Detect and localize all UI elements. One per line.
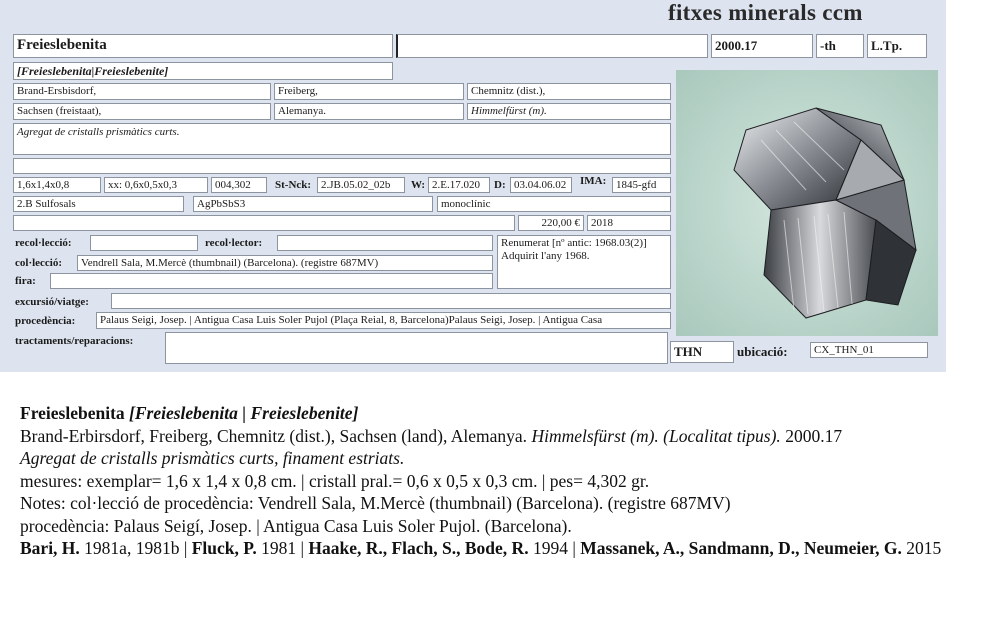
d-field[interactable]: 03.04.06.02 bbox=[510, 177, 572, 193]
locality-field-4[interactable]: Sachsen (freistaat), bbox=[13, 103, 271, 120]
strunz-label: St-Nck: bbox=[275, 179, 312, 191]
recoleccio-field[interactable] bbox=[90, 235, 198, 251]
recoleccio-label: recol·lecció: bbox=[15, 237, 72, 249]
name-field[interactable]: Freieslebenita bbox=[13, 34, 393, 58]
tractaments-field[interactable] bbox=[165, 332, 668, 364]
procedencia-field[interactable]: Palaus Seigi, Josep. | Antigua Casa Luis Soler Pujol (Plaça Reial, 8, Barcelona)Palaus Seigi, Josep. | Antigua Casa bbox=[96, 312, 671, 329]
tractaments-label: tractaments/reparacions: bbox=[15, 335, 134, 347]
summary-title bbox=[20, 402, 980, 425]
blank-field[interactable] bbox=[13, 215, 515, 231]
summary-name: Freieslebenita bbox=[20, 403, 125, 423]
ima-field[interactable]: 1845-gfd bbox=[612, 177, 671, 193]
ref-years: 1981 | bbox=[256, 538, 309, 558]
summary-text bbox=[20, 402, 980, 560]
strunz-field[interactable]: 2.JB.05.02_02b bbox=[317, 177, 405, 193]
extra-field[interactable] bbox=[13, 158, 671, 174]
summary-synonyms: [Freieslebenita | Freieslebenite] bbox=[129, 403, 359, 423]
excursio-field[interactable] bbox=[111, 293, 671, 309]
location-code-field[interactable]: THN bbox=[670, 341, 734, 363]
size-field[interactable]: 1,6x1,4x0,8 bbox=[13, 177, 101, 193]
d-label: D: bbox=[494, 179, 506, 191]
recolector-field[interactable] bbox=[277, 235, 493, 251]
coleccio-field[interactable]: Vendrell Sala, M.Mercè (thumbnail) (Barcelona). (registre 687MV) bbox=[77, 255, 493, 271]
search-field[interactable] bbox=[396, 34, 708, 58]
locality-field-3[interactable]: Chemnitz (dist.), bbox=[467, 83, 671, 100]
app-title: fitxes minerals ccm bbox=[668, 0, 863, 25]
ref-author: Fluck, P. bbox=[191, 538, 257, 558]
price-field[interactable]: 220,00 € bbox=[518, 215, 584, 231]
summary-references bbox=[20, 537, 980, 560]
summary-notes: Notes: col·lecció de procedència: Vendrell Sala, M.Mercè (thumbnail) (Barcelona). (registre 687MV) bbox=[20, 493, 731, 513]
class-field[interactable]: 2.B Sulfosals bbox=[13, 196, 184, 212]
crystal-size-field[interactable]: xx: 0,6x0,5x0,3 bbox=[104, 177, 208, 193]
locality-field-2[interactable]: Freiberg, bbox=[274, 83, 464, 100]
summary-locality bbox=[20, 425, 980, 448]
recolector-label: recol·lector: bbox=[205, 237, 263, 249]
year-field[interactable]: 2018 bbox=[587, 215, 671, 231]
w-label: W: bbox=[411, 179, 426, 191]
excursio-label: excursió/viatge: bbox=[15, 296, 89, 308]
locality-field-1[interactable]: Brand-Ersbisdorf, bbox=[13, 83, 271, 100]
notes-field[interactable]: Renumerat [nº antic: 1968.03(2)] Adquirit l'any 1968. bbox=[497, 235, 671, 289]
summary-measures: mesures: exemplar= 1,6 x 1,4 x 0,8 cm. | cristall pral.= 0,6 x 0,5 x 0,3 cm. | pes= 4,302 gr. bbox=[20, 470, 650, 491]
locality-field-5[interactable]: Alemanya. bbox=[274, 103, 464, 120]
ref-years: 1981a, 1981b | bbox=[79, 538, 192, 558]
mineral-specimen-image bbox=[676, 70, 938, 336]
synonyms-field[interactable]: [Freieslebenita|Freieslebenite] bbox=[13, 62, 393, 80]
ubicacio-field[interactable]: CX_THN_01 bbox=[810, 342, 928, 358]
locality-field-mine[interactable]: Himmelfürst (m). bbox=[467, 103, 671, 120]
summary-code: 2000.17 bbox=[785, 425, 843, 446]
fira-label: fira: bbox=[15, 275, 36, 287]
ima-label: IMA: bbox=[580, 175, 607, 187]
type-code-field[interactable]: L.Tp. bbox=[867, 34, 927, 58]
summary-locality-text: Brand-Erbirsdorf, Freiberg, Chemnitz (dist.), Sachsen (land), Alemanya. bbox=[20, 425, 528, 446]
description-field[interactable]: Agregat de cristalls prismàtics curts. bbox=[13, 123, 671, 155]
fira-field[interactable] bbox=[50, 273, 493, 289]
summary-locality-mine: Himmelsfürst (m). (Localitat tipus). bbox=[531, 425, 781, 446]
suffix-field[interactable]: -th bbox=[816, 34, 864, 58]
code-field[interactable]: 2000.17 bbox=[711, 34, 813, 58]
ubicacio-label: ubicació: bbox=[737, 344, 788, 359]
ref-author: Haake, R., Flach, S., Bode, R. bbox=[308, 538, 529, 558]
procedencia-label: procedència: bbox=[15, 315, 76, 327]
ref-author: Bari, H. bbox=[20, 538, 80, 558]
formula-field[interactable]: AgPbSbS3 bbox=[193, 196, 433, 212]
w-field[interactable]: 2.E.17.020 bbox=[428, 177, 490, 193]
summary-description: Agregat de cristalls prismàtics curts, finament estriats. bbox=[20, 448, 405, 468]
ref-author: Massanek, A., Sandmann, D., Neumeier, G. bbox=[580, 538, 902, 558]
weight-field[interactable]: 004,302 bbox=[211, 177, 267, 193]
mineral-photo bbox=[676, 70, 938, 336]
ref-years: 1994 | bbox=[528, 538, 581, 558]
summary-procedencia: procedència: Palaus Seigí, Josep. | Antigua Casa Luis Soler Pujol. (Barcelona). bbox=[20, 515, 572, 536]
coleccio-label: col·lecció: bbox=[15, 257, 63, 269]
crystal-system-field[interactable]: monoclínic bbox=[437, 196, 671, 212]
ref-years: 2015 bbox=[901, 538, 942, 558]
